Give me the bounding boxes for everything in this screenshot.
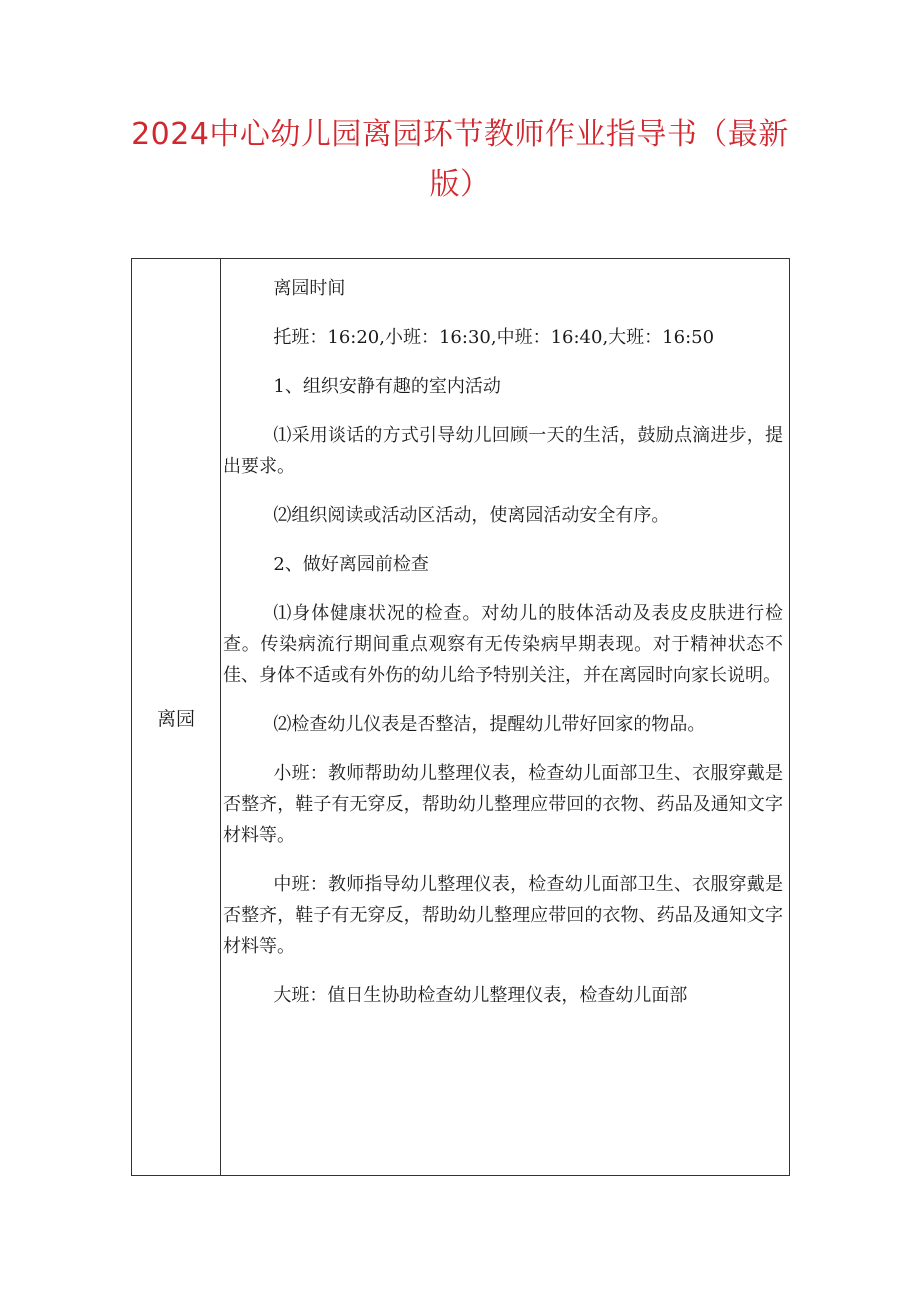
document-title: 2024中心幼儿园离园环节教师作业指导书（最新版）	[131, 117, 789, 202]
paragraph-large-class: 大班：值日生协助检查幼儿整理仪表，检查幼儿面部	[273, 985, 688, 1006]
content-cell	[223, 273, 783, 1011]
paragraph-section-1: 1、组织安静有趣的室内活动	[273, 376, 501, 397]
paragraph-section-2: 2、做好离园前检查	[273, 554, 429, 575]
paragraph-leave-times: 托班：16:20,小班：16:30,中班：16:40,大班：16:50	[273, 327, 715, 348]
paragraph-2-2: ⑵检查幼儿仪表是否整洁，提醒幼儿带好回家的物品。	[273, 714, 706, 735]
column-divider	[220, 259, 221, 1175]
row-label-cell	[132, 259, 220, 1175]
paragraph-small-class: 小班：教师帮助幼儿整理仪表，检查幼儿面部卫生、衣服穿戴是否整齐，鞋子有无穿反，帮助幼儿整理应带回的衣物、药品及通知文字材料等。	[223, 763, 783, 846]
row-label: 离园	[156, 707, 195, 730]
content-table	[131, 258, 790, 1176]
paragraph-2-1: ⑴身体健康状况的检查。对幼儿的肢体活动及表皮皮肤进行检查。传染病流行期间重点观察有无传染病早期表现。对于精神状态不佳、身体不适或有外伤的幼儿给予特别关注，并在离园时向家长说明。	[223, 603, 783, 686]
paragraph-middle-class: 中班：教师指导幼儿整理仪表，检查幼儿面部卫生、衣服穿戴是否整齐，鞋子有无穿反，帮助幼儿整理应带回的衣物、药品及通知文字材料等。	[223, 874, 783, 957]
paragraph-1-2: ⑵组织阅读或活动区活动，使离园活动安全有序。	[273, 505, 670, 526]
paragraph-leave-time-heading: 离园时间	[273, 278, 346, 299]
paragraph-1-1: ⑴采用谈话的方式引导幼儿回顾一天的生活，鼓励点滴进步，提出要求。	[223, 425, 783, 477]
